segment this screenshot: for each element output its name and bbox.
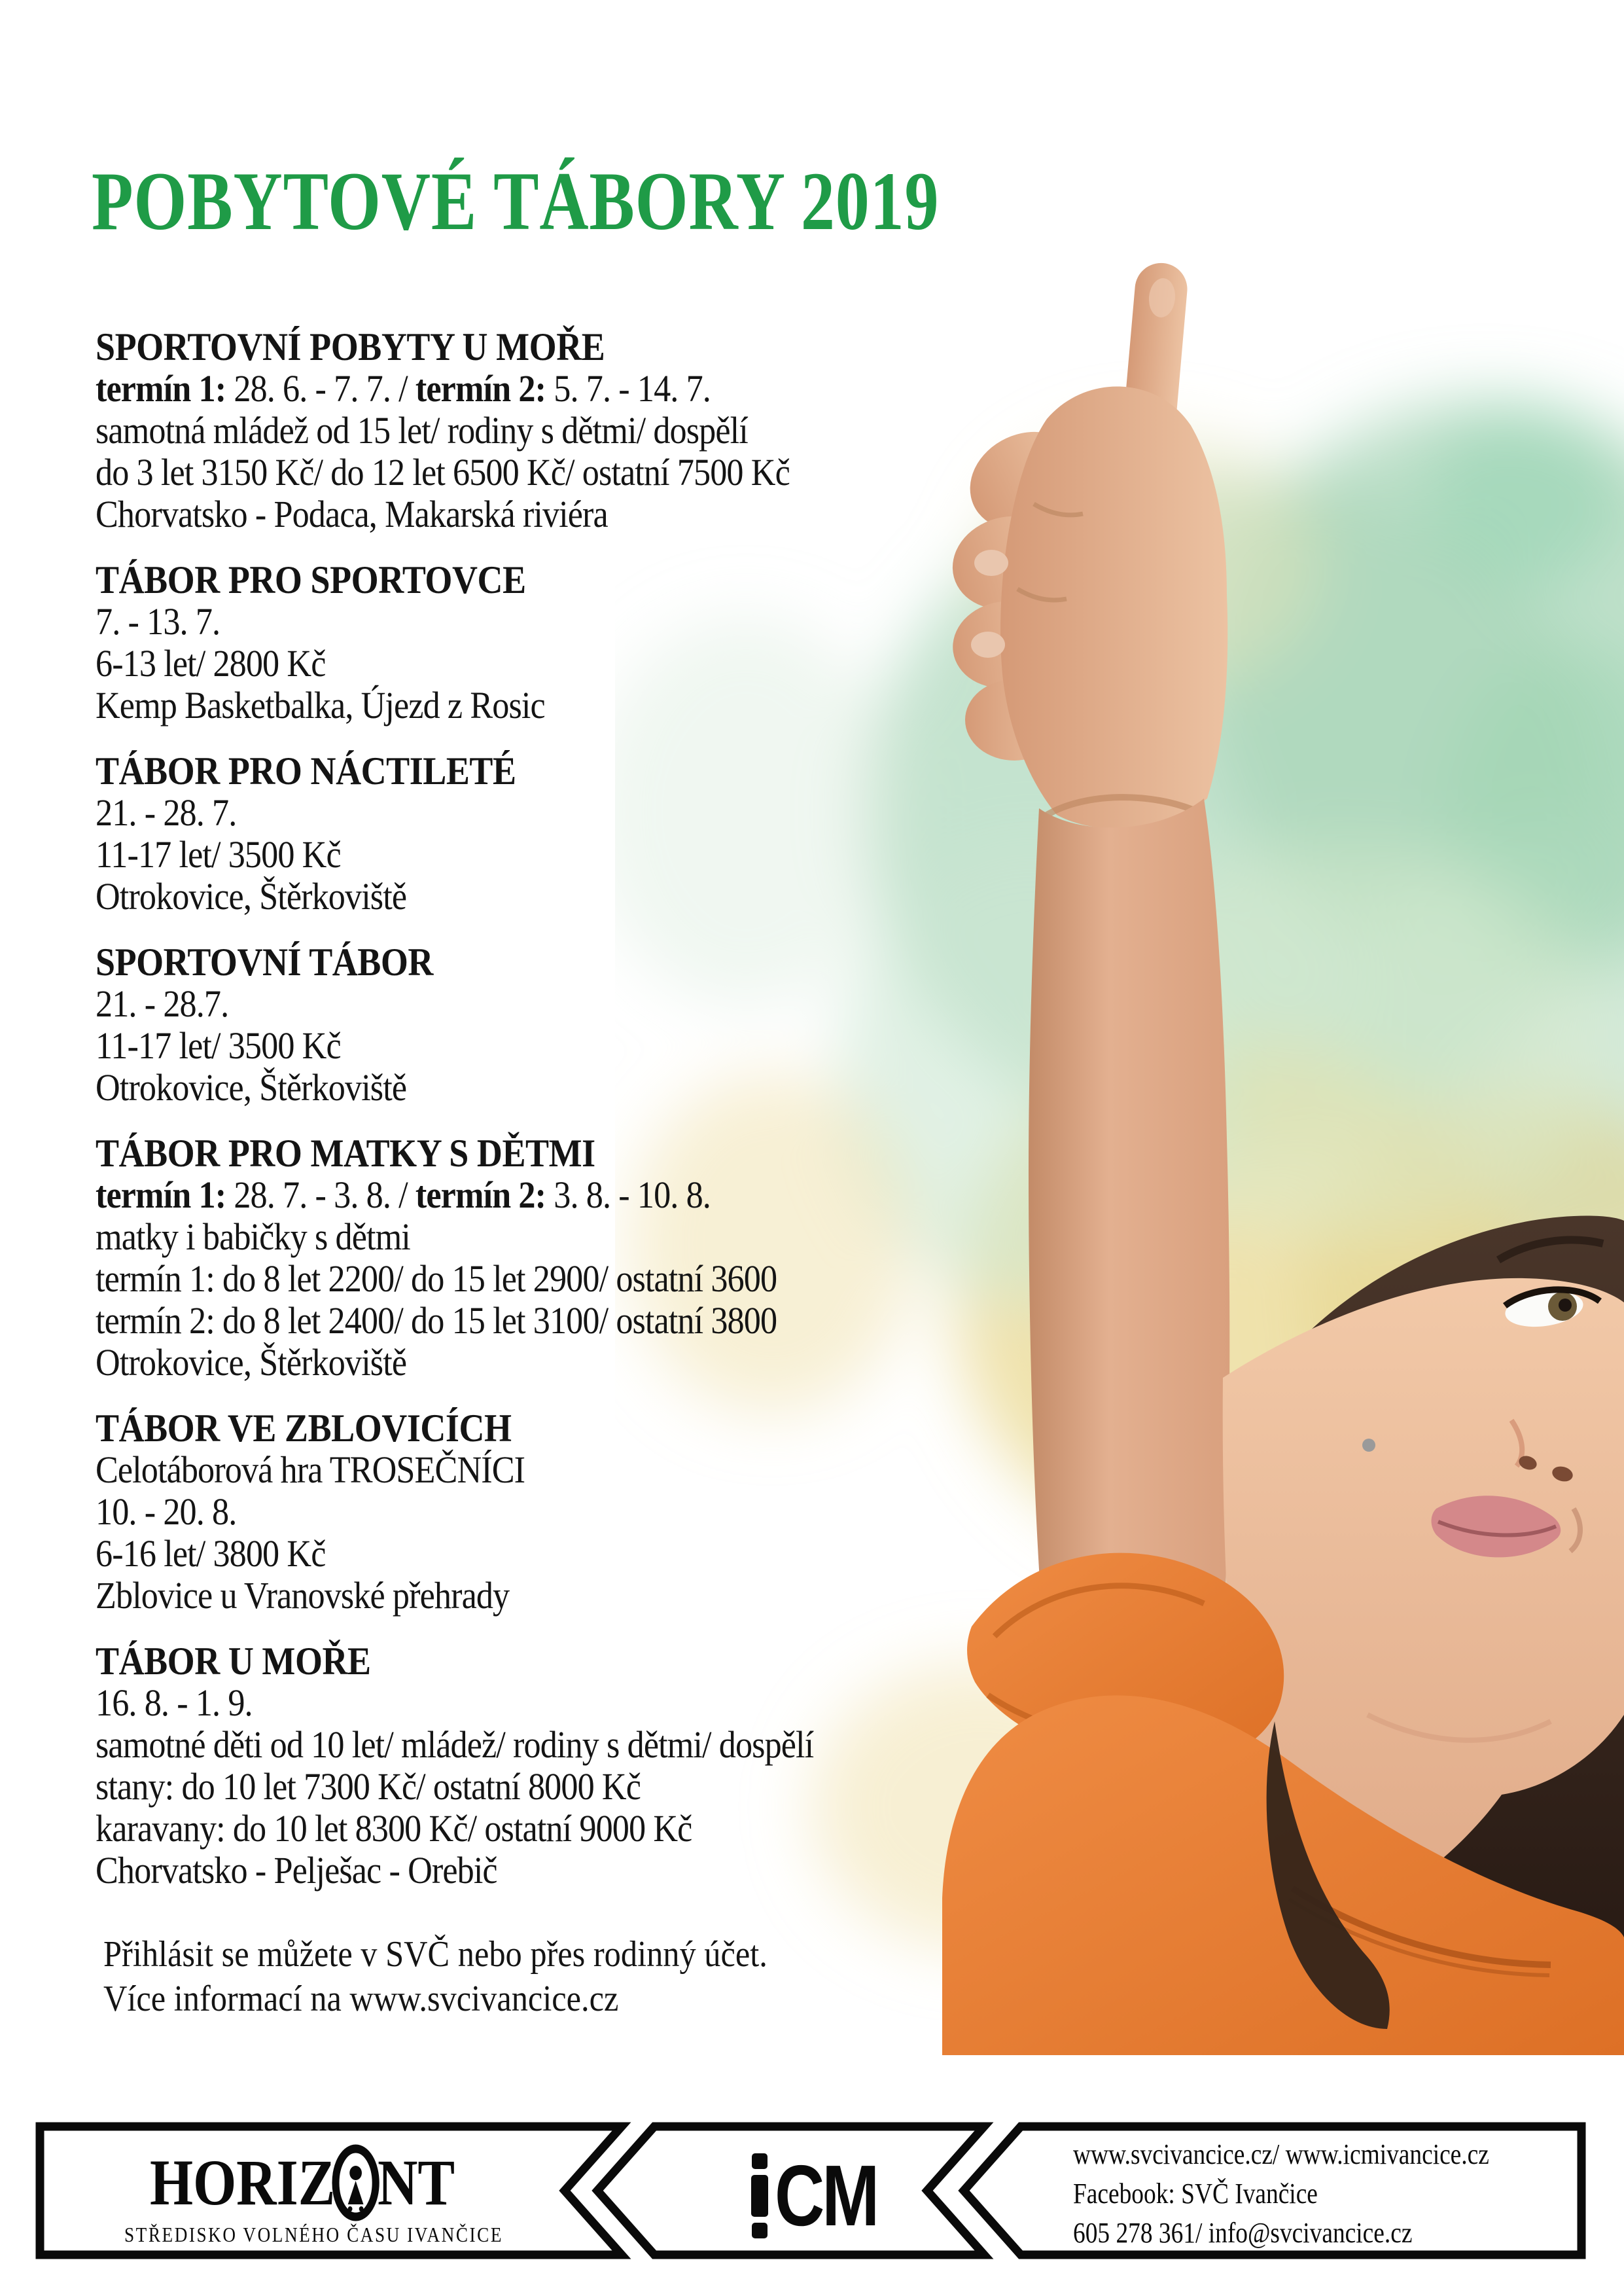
contact-facebook-line: Facebook: SVČ Ivančice [1073, 2178, 1318, 2210]
camp-section-tabor-u-more [96, 1640, 1014, 1892]
camp-term-line: termín 1: 28. 7. - 3. 8. / termín 2: 3. 8. - 10. 8. [96, 1174, 711, 1216]
camp-line: samotné děti od 10 let/ mládež/ rodiny s dětmi/ dospělí [96, 1723, 814, 1766]
camp-line: 21. - 28.7. [96, 982, 229, 1025]
icm-i-glyph-icon [751, 2153, 768, 2238]
camp-section-matky-s-detmi [96, 1132, 1014, 1384]
camp-line: do 3 let 3150 Kč/ do 12 let 6500 Kč/ ostatní 7500 Kč [96, 451, 790, 493]
camp-line: samotná mládež od 15 let/ rodiny s dětmi/ dospělí [96, 409, 748, 452]
icm-logo [751, 2147, 902, 2245]
horizont-wordmark: HORIZ NT [124, 2144, 480, 2221]
horizont-logo [124, 2144, 504, 2247]
note-line-1: Přihlásit se můžete v SVČ nebo přes rodinný účet. [103, 1934, 768, 1975]
camp-line: Otrokovice, Štěrkoviště [96, 1341, 407, 1384]
camp-section-sea-sport [96, 326, 1014, 535]
camp-line: Celotáborová hra TROSEČNÍCI [96, 1448, 525, 1491]
horizont-subtitle: STŘEDISKO VOLNÉHO ČASU IVANČICE [124, 2223, 504, 2246]
page-title: POBYTOVÉ TÁBORY 2019 [92, 156, 940, 247]
camp-line: 21. - 28. 7. [96, 791, 237, 834]
camp-line: 11-17 let/ 3500 Kč [96, 833, 341, 876]
camp-line: 6-16 let/ 3800 Kč [96, 1532, 326, 1575]
camp-line: Chorvatsko - Pelješac - Orebič [96, 1849, 497, 1892]
camp-line: karavany: do 10 let 8300 Kč/ ostatní 9000 Kč [96, 1807, 692, 1850]
camp-title: TÁBOR PRO NÁCTILETÉ [96, 749, 516, 793]
camp-line: matky i babičky s dětmi [96, 1215, 410, 1258]
camp-line: Otrokovice, Štěrkoviště [96, 875, 407, 918]
camp-section-nactilete [96, 750, 1014, 918]
camp-line: Chorvatsko - Podaca, Makarská riviéra [96, 493, 608, 535]
camp-list [96, 326, 1014, 1915]
signup-note [103, 1932, 768, 2021]
camp-section-sportovni-tabor [96, 941, 1014, 1109]
earring-icon [1362, 1439, 1375, 1452]
camp-line: 7. - 13. 7. [96, 600, 221, 643]
camp-title: SPORTOVNÍ POBYTY U MOŘE [96, 325, 605, 368]
camp-line: Otrokovice, Štěrkoviště [96, 1066, 407, 1109]
contact-block [1073, 2135, 1489, 2253]
camp-section-zblovice [96, 1407, 1014, 1617]
icm-letters: CM [775, 2147, 877, 2244]
camp-line: stany: do 10 let 7300 Kč/ ostatní 8000 Kč [96, 1765, 641, 1808]
camp-title: SPORTOVNÍ TÁBOR [96, 941, 433, 984]
camp-line: 11-17 let/ 3500 Kč [96, 1024, 341, 1067]
camp-line: Zblovice u Vranovské přehrady [96, 1574, 510, 1617]
camp-term-line: termín 1: 28. 6. - 7. 7. / termín 2: 5. 7. - 14. 7. [96, 367, 711, 410]
camp-line: Kemp Basketbalka, Újezd z Rosic [96, 684, 545, 726]
camp-line: 6-13 let/ 2800 Kč [96, 642, 326, 685]
note-line-2: Více informací na www.svcivancice.cz [103, 1979, 619, 2019]
camp-title: TÁBOR PRO SPORTOVCE [96, 558, 526, 601]
camp-line: 16. 8. - 1. 9. [96, 1681, 253, 1724]
camp-title: TÁBOR VE ZBLOVICÍCH [96, 1407, 512, 1450]
horizont-o-person-icon [332, 2144, 380, 2221]
camp-line: termín 2: do 8 let 2400/ do 15 let 3100/ ostatní 3800 [96, 1299, 777, 1342]
camp-title: TÁBOR PRO MATKY S DĚTMI [96, 1132, 595, 1175]
contact-website-line: www.svcivancice.cz/ www.icmivancice.cz [1073, 2138, 1489, 2170]
contact-phone-email-line: 605 278 361/ info@svcivancice.cz [1073, 2217, 1413, 2249]
camp-line: termín 1: do 8 let 2200/ do 15 let 2900/ ostatní 3600 [96, 1257, 777, 1300]
camp-title: TÁBOR U MOŘE [96, 1640, 371, 1683]
camp-line: 10. - 20. 8. [96, 1490, 237, 1533]
camp-section-sportovce [96, 559, 1014, 726]
